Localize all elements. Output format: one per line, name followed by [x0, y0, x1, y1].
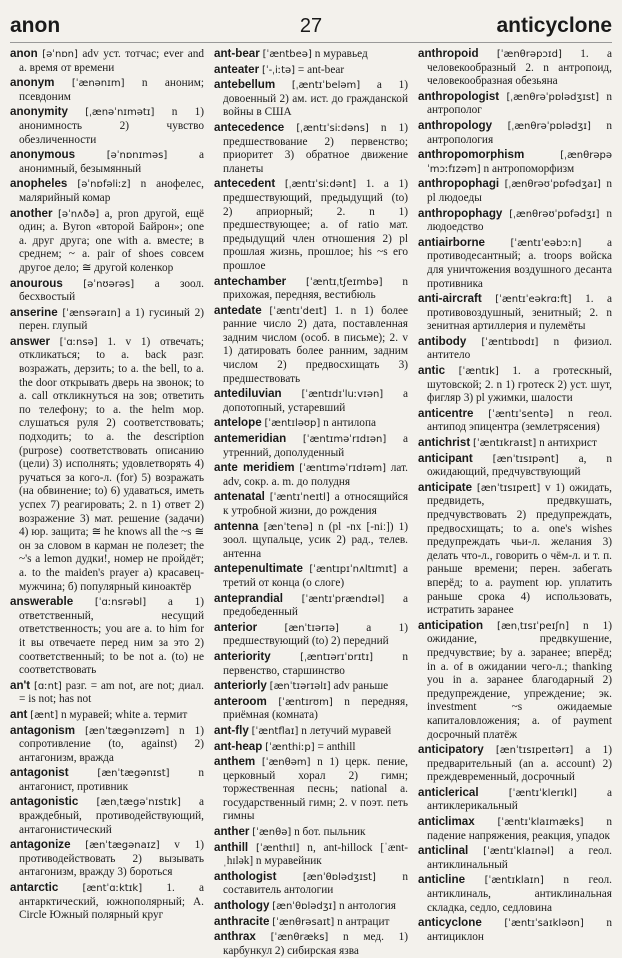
entry-headword: anonymity	[10, 105, 68, 119]
entry-definition: a предобеденный	[223, 592, 409, 619]
entry-transcription: [ˈæntɪˈklaɪnəl]	[483, 846, 554, 858]
entry-transcription: [æntˈɑːktɪk]	[82, 883, 143, 895]
columns	[10, 47, 613, 957]
dictionary-entry	[214, 121, 408, 176]
entry-headword: antedate	[214, 303, 262, 317]
entry-transcription: [ˈænθræks]	[270, 932, 329, 944]
dictionary-entry	[418, 452, 612, 480]
dictionary-entry	[418, 335, 612, 363]
dictionary-entry	[418, 119, 612, 147]
entry-definition: n людоедство	[427, 207, 613, 234]
entry-transcription: [ˈænθəm]	[261, 757, 311, 769]
entry-transcription: [ˈæntɪˈsaɪkləʊn]	[504, 918, 584, 930]
entry-definition: n передняя, приёмная (комната)	[223, 695, 409, 722]
dictionary-entry	[214, 755, 408, 824]
entry-headword: answer	[10, 334, 50, 348]
entry-transcription: [ˈænsəraɪn]	[62, 307, 121, 319]
dictionary-entry	[10, 306, 204, 334]
dictionary-entry	[214, 461, 408, 489]
entry-headword: anteroom	[214, 694, 267, 708]
entry-headword: antediluvian	[214, 387, 282, 401]
entry-definition: n мед. 1) карбункул 2) сибирская язва	[223, 931, 408, 957]
dictionary-entry	[418, 873, 612, 915]
dictionary-entry	[214, 387, 408, 415]
dictionary-entry	[10, 766, 204, 794]
entry-headword: anther	[214, 825, 250, 839]
entry-transcription: [ænt]	[30, 709, 59, 721]
entry-definition: adv уст. тотчас; ever and a. время от времени	[19, 48, 205, 74]
entry-definition: a относящийся к утробной жизни, до рождения	[223, 491, 409, 517]
entry-transcription: [ˌæntɪˈsiːdənt]	[284, 179, 357, 191]
entry-transcription: [ɑːnt]	[33, 680, 62, 692]
entry-transcription: [ˈæntɪləʊp]	[264, 418, 321, 430]
entry-definition: разг. = am not, are not; диал. = is not; has not	[19, 679, 205, 706]
entry-definition: n первенство, старшинство	[223, 650, 408, 677]
entry-definition: a, n ожидающий, предчувствующий	[427, 452, 612, 479]
entry-definition: v 1) ожидать, предвидеть, предвкушать, предчувствовать 2) предупреждать, предвосхищать; to a. one's wishes предупреждать чьи-л. желания 3) делать что-л., говорить о чём-л. и т. п. раньше времени; перен. забегать вперёд; to a. payment юр. уплатить раньше срока 4) использовать, истратить заранее	[427, 481, 613, 617]
entry-headword: anthem	[214, 755, 256, 769]
entry-transcription: [ˈæntɪklaɪn]	[484, 875, 544, 887]
entry-headword: ante meridiem	[214, 461, 295, 475]
dictionary-entry	[418, 47, 612, 89]
entry-transcription: [əˈnɒfəliːz]	[77, 179, 131, 191]
dictionary-entry	[418, 436, 612, 451]
dictionary-entry	[214, 899, 408, 914]
dictionary-entry	[418, 364, 612, 406]
page-header	[10, 14, 612, 43]
dictionary-entry	[10, 838, 204, 880]
dictionary-entry	[214, 520, 408, 562]
dictionary-entry	[10, 679, 204, 707]
entry-definition: n pl людоеды	[427, 178, 613, 204]
entry-definition: n 1) ожидание, предвкушение, предчувствие; by a. заранее; вперёд; in a. of в ожидании чего-л.; thanking you in a. заранее благодарный 2) предупреждение, упреждение; эк. investment ~s ожидаемые капиталовложения; a. of payment досрочный платёж	[427, 619, 613, 741]
entry-transcription: [ænˈtɪərɪə]	[284, 622, 339, 634]
entry-transcription: [ˈæntɪməˈrɪdɪəm]	[299, 463, 386, 475]
entry-transcription: [ænˈtɪərɪəlɪ]	[269, 681, 331, 693]
column-3	[418, 47, 613, 943]
entry-definition: a зоол. бесхвостый	[19, 277, 205, 304]
dictionary-entry	[214, 432, 408, 460]
entry-headword: antecedence	[214, 120, 285, 134]
entry-transcription: [ˈæntɪˈneɪtl]	[269, 492, 330, 504]
entry-headword: anthracite	[214, 914, 270, 928]
dictionary-entry	[214, 724, 408, 739]
entry-definition: 1. a противовоздушный, зенитный; 2. n зенитная артиллерия и пулемёты	[427, 293, 613, 333]
entry-definition: adv раньше	[333, 680, 389, 693]
entry-definition: a противодесантный; a. troops войска для уничтожения воздушного десанта противника	[427, 236, 612, 290]
entry-definition: 1. a гротескный, шутовской; 2. n 1) гротеск 2) уст. шут, фигляр 3) pl ужимки, шалости	[427, 365, 613, 405]
dictionary-entry	[10, 47, 204, 75]
entry-transcription: [ænˈθɒlədʒɪst]	[302, 871, 376, 883]
entry-headword: anon	[10, 47, 38, 60]
entry-definition: n антагонист, противник	[19, 767, 205, 793]
entry-definition: n анофелес, малярийный комар	[19, 178, 204, 204]
dictionary-entry	[418, 619, 612, 742]
entry-transcription: [ˈæntbeə]	[262, 49, 312, 60]
entry-headword: anthrax	[214, 930, 256, 944]
dictionary-entry	[418, 148, 612, 176]
entry-headword: antebellum	[214, 78, 276, 92]
dictionary-entry	[214, 695, 408, 723]
entry-definition: a третий от конца (о слоге)	[223, 563, 409, 589]
entry-definition: n бот. пыльник	[294, 826, 366, 839]
dictionary-entry	[418, 815, 612, 843]
entry-definition: n летучий муравей	[301, 724, 392, 737]
entry-headword: anticlerical	[418, 785, 479, 799]
page-number: 27	[299, 15, 323, 37]
entry-headword: anthropomorphism	[418, 148, 525, 162]
entry-transcription: [ˌænθrəʊˈpɒfədʒaɪ]	[504, 179, 601, 191]
entry-headword: ant-heap	[214, 739, 263, 753]
entry-transcription: [ˌænθrəʊˈpɒfədʒɪ]	[509, 208, 600, 220]
entry-transcription: [ˈæntɪˈprændɪəl]	[301, 593, 385, 605]
entry-transcription: [ˈæntflaɪ]	[251, 725, 299, 737]
entry-transcription: [ˈænənɪm]	[71, 78, 125, 90]
dictionary-entry	[214, 177, 408, 273]
entry-headword: antenna	[214, 519, 259, 533]
dictionary-entry	[214, 304, 408, 387]
entry-headword: anthropology	[418, 118, 493, 132]
entry-headword: ant-fly	[214, 723, 249, 737]
entry-headword: antiairborne	[418, 235, 485, 249]
dictionary-entry	[10, 724, 204, 766]
dictionary-entry	[10, 335, 204, 594]
entry-headword: antibody	[418, 334, 467, 348]
entry-headword: anticipant	[418, 451, 473, 465]
entry-transcription: [ˈænthiːp]	[265, 741, 315, 753]
dictionary-entry	[214, 63, 408, 78]
entry-transcription: [ˈænθrəsaɪt]	[272, 916, 335, 928]
dictionary-entry	[418, 407, 612, 435]
entry-definition: n антрацит	[337, 915, 390, 928]
entry-definition: a 1) гусиный 2) перен. глупый	[19, 306, 204, 333]
entry-headword: another	[10, 206, 53, 220]
entry-transcription: [ˈæntɪdɪˈluːvɪən]	[301, 389, 384, 401]
dictionary-entry	[214, 740, 408, 755]
entry-headword: antagonistic	[10, 795, 79, 809]
entry-headword: anthropophagy	[418, 206, 503, 220]
entry-transcription: [ˈænθə]	[252, 827, 292, 839]
entry-transcription: [ænˌtɪsɪˈpeɪʃn]	[497, 620, 569, 632]
entry-headword: antenatal	[214, 490, 265, 504]
entry-transcription: [ænˈtægənaɪz]	[85, 840, 160, 852]
entry-headword: anthill	[214, 840, 249, 854]
entry-definition: a геол. антиклинальный	[427, 845, 612, 871]
entry-transcription: [ˈæntɪkraɪst]	[473, 438, 537, 450]
entry-transcription: [ˈɑːnsə]	[59, 336, 98, 348]
entry-headword: antagonize	[10, 838, 71, 852]
entry-transcription: [ˌænθrəˈpɒlədʒɪ]	[507, 120, 591, 132]
dictionary-entry	[418, 207, 612, 235]
entry-definition: = ant-bear	[297, 63, 345, 76]
entry-headword: antepenultimate	[214, 562, 303, 576]
entry-transcription: [ænˈtɪsɪpənt]	[492, 453, 559, 465]
entry-definition: a, pron другой, ещё один; a. Byron «второй Байрон»; one a. друг друга; one with a. вместе; в среднем; ~ a. pair of shoes совсем другое дело; ≅ другой коленкор	[19, 207, 205, 274]
entry-transcription: [ˈæntɪˈklaɪmæks]	[497, 817, 584, 829]
dictionary-entry	[214, 915, 408, 930]
entry-transcription: [əˈnʌðə]	[57, 208, 100, 220]
entry-transcription: [ˈæntɪˈeəbɔːn]	[510, 237, 582, 249]
entry-transcription: [ænˈtenə]	[263, 521, 313, 533]
entry-definition: a враждебный, противодействующий, антагонистический	[19, 796, 205, 836]
entry-transcription: [ænˈtɪsɪpeɪtərɪ]	[495, 745, 574, 757]
entry-headword: anticipatory	[418, 743, 484, 757]
dictionary-entry	[418, 786, 612, 814]
entry-transcription: [ˈæntɪˌtʃeɪmbə]	[306, 276, 383, 288]
dictionary-entry	[214, 930, 408, 958]
entry-headword: ant	[10, 707, 28, 721]
entry-transcription: [ˈænθrəpɔɪd]	[496, 49, 562, 60]
entry-definition: a утренний, дополуденный	[223, 433, 408, 459]
entry-definition: = anthill	[317, 740, 356, 753]
entry-headword: anticlimax	[418, 815, 475, 829]
entry-transcription: [ˈæntɪrʊm]	[278, 696, 333, 708]
entry-definition: n аноним; псевдоним	[19, 77, 205, 103]
dictionary-entry	[418, 481, 612, 618]
dictionary-entry	[214, 78, 408, 120]
entry-definition: a 1) ответственный, несущий ответственность; you are a. to him for it вы отвечаете перед ним за это 2) соответственный; to be not a. (to) не соответствовать	[19, 596, 204, 677]
entry-transcription: [ˈ-ˌiːtə]	[261, 64, 296, 76]
entry-transcription: [ˈæntɪk]	[458, 366, 499, 378]
entry-headword: anteater	[214, 62, 260, 76]
dictionary-entry	[418, 236, 612, 291]
entry-transcription: [ˈæntɪbɒdɪ]	[481, 336, 539, 348]
entry-headword: anthologist	[214, 869, 277, 883]
entry-definition: n антрополог	[427, 90, 612, 117]
entry-transcription: [ænˌtægəˈnɪstɪk]	[96, 797, 181, 809]
dictionary-entry	[418, 743, 612, 785]
entry-headword: antichrist	[418, 436, 471, 450]
dictionary-entry	[214, 825, 408, 840]
dictionary-entry	[418, 916, 612, 944]
dictionary-entry	[10, 177, 204, 205]
entry-definition: v 1) противодействовать 2) вызывать антагонизм, вражду 3) бороться	[19, 839, 205, 879]
entry-definition: n 1) анонимность 2) чувство обезличенности	[19, 106, 204, 146]
column-1	[10, 47, 205, 922]
dictionary-entry	[10, 881, 204, 923]
dictionary-entry	[418, 177, 612, 205]
entry-headword: anteprandial	[214, 591, 283, 605]
entry-definition: 1. v 1) отвечать; откликаться; to a. back разг. возражать, дерзить; to a. the bell, to a. the door открывать дверь на звонок; to a. call откликнуться на зов; ответить по телефону; to a. the helm мор. слушаться руля 2) соответствовать; подходить; to a. the description (purpose) соответствовать описанию (цели) 3) исполнять; удовлетворять 4) ручаться за кого-л. (for) 5) возражать (на обвинение; to) 6) удаваться, иметь успех 7) реагировать; 2. n 1) ответ 2) возражение 3) мат. решение (задачи) 4) юр. защита; ≅ he knows all the ~s ≅ он за словом в карман не полезет; the ~'s a lemon дудки!, номер не пройдёт; a. to the maiden's prayer a) красавец-мужчина; б) популярный киноактёр	[19, 335, 205, 593]
entry-transcription: [ˈæntɪməˈrɪdɪən]	[302, 434, 387, 446]
entry-definition: a допотопный, устаревший	[223, 388, 409, 414]
entry-headword: antelope	[214, 416, 262, 430]
entry-definition: n составитель антологии	[223, 870, 408, 897]
entry-definition: n физиол. антитело	[427, 335, 612, 362]
entry-definition: 1. a антарктический, южнополярный; A. Circle Южный полярный круг	[19, 882, 204, 922]
entry-transcription: [ænˈtægənɪst]	[97, 768, 170, 780]
entry-headword: anticyclone	[418, 916, 482, 930]
entry-transcription: [ˈænthɪl]	[255, 842, 300, 854]
entry-definition: n антициклон	[427, 917, 612, 943]
dictionary-entry	[214, 679, 408, 694]
entry-transcription: [ænˈθɒlədʒɪ]	[272, 901, 337, 913]
entry-transcription: [ˌænθrəˈpɒlədʒɪst]	[506, 91, 599, 103]
dictionary-entry	[10, 595, 204, 678]
entry-headword: answerable	[10, 595, 74, 609]
dictionary-entry	[10, 277, 204, 305]
entry-headword: anticlinal	[418, 844, 469, 858]
entry-transcription: [ˌæntɪərɪˈɒrɪtɪ]	[300, 651, 373, 663]
dictionary-entry	[214, 47, 408, 62]
dictionary-entry	[418, 90, 612, 118]
dictionary-entry	[214, 490, 408, 518]
entry-headword: anti-aircraft	[418, 292, 482, 306]
entry-headword: anticline	[418, 873, 466, 887]
entry-headword: anteriority	[214, 649, 271, 663]
entry-definition: a 1) довоенный 2) ам. ист. до гражданской войны в США	[223, 79, 409, 119]
entry-transcription: [ˌæntɪˈsiːdəns]	[296, 122, 369, 134]
dictionary-entry	[10, 795, 204, 837]
entry-transcription: [ˈɑːnsrəbl]	[94, 597, 147, 609]
entry-definition: a антиклерикальный	[427, 786, 613, 813]
entry-headword: anonymous	[10, 148, 76, 162]
entry-headword: antic	[418, 364, 446, 378]
column-2	[214, 47, 409, 957]
entry-definition: n муравьед	[314, 48, 368, 60]
entry-headword: anteriorly	[214, 679, 267, 693]
entry-definition: лат. adv, сокр. a. m. до полудня	[223, 462, 408, 488]
entry-definition: n геол. антиклиналь, антиклинальная складка, седло, седловина	[427, 874, 612, 914]
entry-definition: n падение напряжения, реакция, упадок	[427, 816, 613, 842]
entry-headword: anthropophagi	[418, 177, 500, 191]
entry-transcription: [əˈnʊərəs]	[83, 278, 135, 290]
entry-definition: 1. a человекообразный 2. n антропоид, человекообразная обезьяна	[427, 48, 613, 88]
entry-headword: anthropoid	[418, 47, 479, 60]
entry-transcription: [ˈæntɪpɪˈnʌltɪmɪt]	[309, 564, 397, 576]
entry-headword: anthropologist	[418, 89, 500, 103]
entry-definition: n прихожая, передняя, вестибюль	[223, 275, 408, 302]
entry-definition: n 1) церк. пение, церковный хорал 2) гимн; торжественная песнь; national a. государственный гимн; 2. v поэт. петь гимны	[223, 756, 408, 823]
entry-transcription: [əˈnɒn]	[42, 49, 78, 60]
entry-definition: 1. a 1) предшествующий, предыдущий (to) 2) априорный; 2. n 1) предшествующее; a. of ratio мат. предыдущий член отношения 2) pl прошлая жизнь, прошлое; his ~s его прошлое	[223, 178, 409, 272]
entry-definition: 1. n 1) более ранние число 2) дата, поставленная задним числом (особ. в письме); 2. v 1) датировать более ранним, задним числом 2) предвосхищать 3) предшествовать	[223, 304, 409, 385]
dictionary-entry	[214, 870, 408, 898]
entry-headword: antarctic	[10, 881, 59, 895]
entry-transcription: [ˌæntɪˈbeləm]	[291, 80, 361, 92]
entry-headword: anserine	[10, 305, 58, 319]
entry-headword: anticipation	[418, 618, 484, 632]
entry-transcription: [ˈæntɪˈdeɪt]	[269, 305, 327, 317]
entry-headword: anticipate	[418, 480, 473, 494]
dictionary-entry	[418, 292, 612, 334]
entry-definition: n, ant-hillock [ˈænt-ˌhɪlək] n муравейник	[223, 841, 408, 868]
entry-headword: anourous	[10, 276, 63, 290]
entry-definition: n антология	[339, 900, 396, 913]
dictionary-entry	[214, 562, 408, 590]
entry-definition: n (pl -nx [-niː]) 1) зоол. щупальце, усик 2) рад., телев. антенна	[223, 520, 409, 560]
entry-definition: n антихрист	[539, 437, 597, 450]
entry-definition: a анонимный, безымянный	[19, 149, 204, 175]
entry-headword: antagonism	[10, 723, 76, 737]
dictionary-entry	[10, 708, 204, 723]
dictionary-entry	[214, 275, 408, 303]
dictionary-entry	[418, 844, 612, 872]
entry-definition: n антропология	[427, 119, 613, 146]
dictionary-entry	[214, 416, 408, 431]
entry-headword: anopheles	[10, 177, 68, 191]
entry-headword: an't	[10, 678, 31, 692]
entry-definition: n антропоморфизм	[483, 162, 575, 175]
entry-headword: anthology	[214, 899, 270, 913]
entry-definition: a 1) предшествующий (to) 2) передний	[223, 621, 409, 648]
entry-transcription: [ˈæntɪˈklerɪkl]	[508, 787, 577, 799]
dictionary-entry	[214, 592, 408, 620]
right-running-headword: anticyclone	[496, 14, 612, 37]
dictionary-entry	[10, 76, 204, 104]
entry-definition: n антилопа	[323, 417, 377, 430]
dictionary-entry	[10, 105, 204, 147]
entry-transcription: [ˌænəˈnɪmətɪ]	[85, 107, 155, 119]
entry-headword: anterior	[214, 620, 258, 634]
entry-headword: antagonist	[10, 766, 69, 780]
entry-definition: a 1) предварительный (an a. account) 2) преждевременный, досрочный	[427, 744, 612, 784]
entry-transcription: [ˈæntɪˈsentə]	[488, 408, 554, 420]
entry-headword: antechamber	[214, 274, 287, 288]
dictionary-entry	[214, 621, 408, 649]
entry-definition: n 1) предшествование 2) первенство; приоритет 3) обратное движение планеты	[223, 121, 408, 175]
entry-headword: ant-bear	[214, 47, 260, 60]
dictionary-entry	[214, 841, 408, 869]
dictionary-entry	[10, 207, 204, 276]
entry-headword: anticentre	[418, 406, 474, 420]
entry-headword: anonym	[10, 76, 55, 90]
entry-transcription: [ˈæntɪˈeəkrɑːft]	[495, 294, 572, 306]
entry-definition: n геол. антипод эпицентра (землетрясения)	[427, 407, 613, 434]
entry-transcription: [ænˈtɪsɪpeɪt]	[476, 482, 541, 494]
dictionary-entry	[214, 650, 408, 678]
entry-transcription: [ˌænθrəpəˈmɔːfɪzəm]	[427, 150, 612, 175]
left-running-headword: anon	[10, 14, 61, 37]
dictionary-entry	[10, 148, 204, 176]
entry-transcription: [ænˈtægənɪzəm]	[84, 725, 170, 737]
entry-definition: n муравей; white a. термит	[60, 708, 188, 721]
entry-transcription: [əˈnɒnɪməs]	[106, 150, 168, 162]
entry-definition: n 1) сопротивление (to, against) 2) антагонизм, вражда	[19, 724, 204, 764]
entry-headword: antecedent	[214, 177, 276, 191]
entry-headword: antemeridian	[214, 432, 287, 446]
